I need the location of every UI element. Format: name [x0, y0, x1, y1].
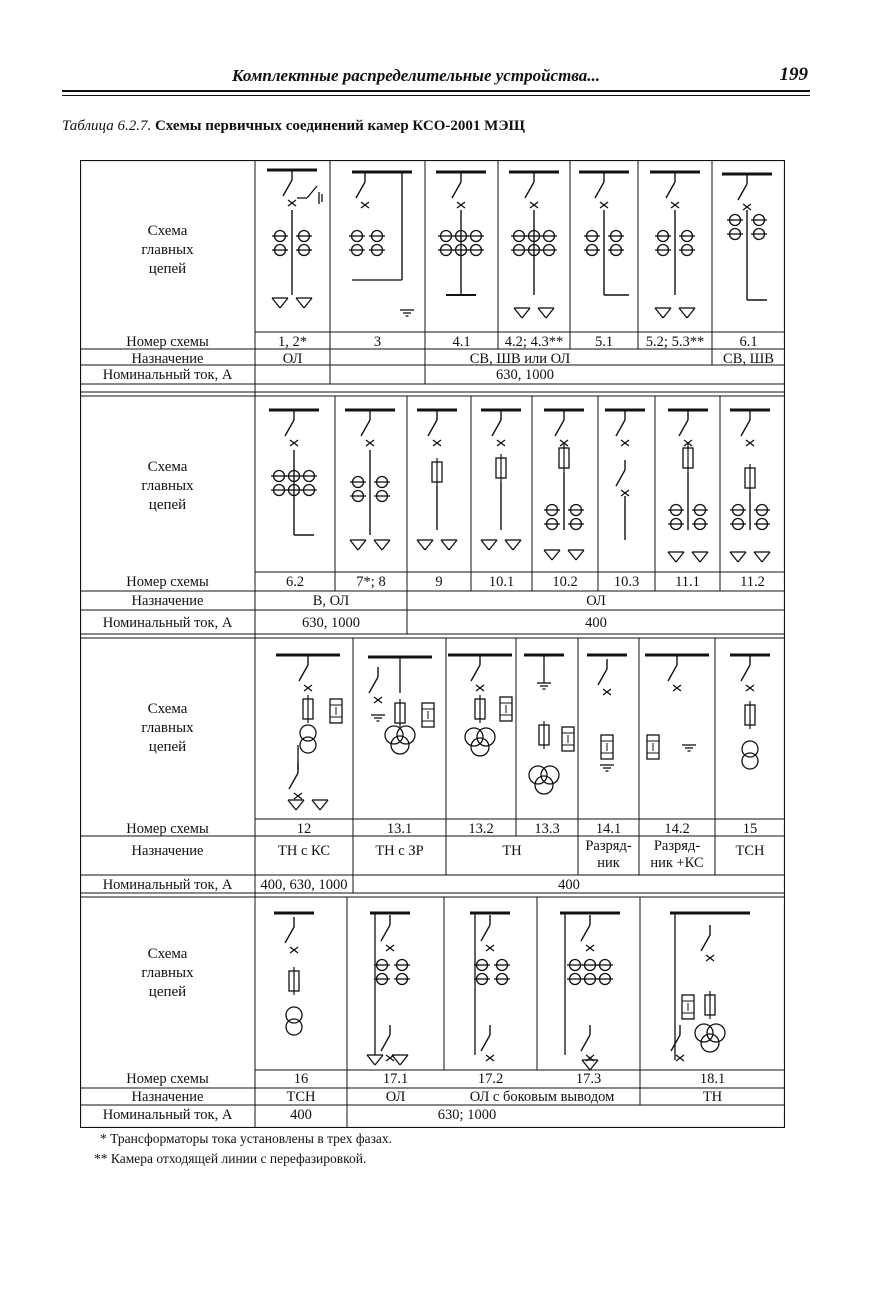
purpose-line: ник — [597, 855, 620, 871]
scheme-number: 13.1 — [386, 821, 413, 837]
purpose-row-label: Назначение — [131, 843, 204, 859]
scheme-number: 11.1 — [675, 574, 700, 590]
current-cell: 400, 630, 1000 — [260, 877, 348, 893]
scheme-number: 10.2 — [552, 574, 578, 590]
purpose-cell: ТСН — [286, 1089, 316, 1105]
scheme-number: 13.2 — [468, 821, 494, 837]
current-row-label: Номинальный ток, А — [102, 1107, 233, 1123]
purpose-row-label: Назначение — [131, 593, 204, 609]
scheme-number: 14.2 — [664, 821, 690, 837]
table-label: Таблица 6.2.7. — [62, 118, 152, 134]
scheme-number: 7*; 8 — [356, 574, 386, 590]
purpose-cell: ТН — [502, 843, 522, 859]
number-row-label: Номер схемы — [126, 1071, 209, 1087]
scheme-row-label — [80, 222, 255, 279]
table-title: Схемы первичных соединений камер КСО-2001 МЭЩ — [154, 118, 525, 134]
purpose-cell: ОЛ — [586, 593, 606, 609]
purpose-line: Разряд- — [653, 838, 701, 854]
header-rule-thin — [62, 95, 810, 96]
scheme-number: 4.1 — [452, 334, 471, 350]
purpose-cell: ТН — [702, 1089, 723, 1105]
scheme-number: 5.2; 5.3** — [645, 334, 705, 350]
schemes-table — [80, 160, 785, 1128]
footnote-2: ** Камера отходящей линии с перефазировкой. — [94, 1151, 367, 1166]
scheme-number: 13.3 — [534, 821, 560, 837]
scheme-number: 15 — [742, 821, 758, 837]
number-row-label: Номер схемы — [126, 574, 209, 590]
purpose-cell: СВ, ШВ — [723, 351, 774, 367]
purpose-cell — [578, 838, 639, 872]
current-row-label: Номинальный ток, А — [102, 367, 233, 383]
current-cell: 630; 1000 — [437, 1107, 497, 1123]
current-cell: 400 — [585, 615, 607, 631]
scheme-label-line1: Схема — [147, 459, 188, 475]
scheme-label-line2: главных — [141, 478, 194, 494]
scheme-number: 14.1 — [595, 821, 622, 837]
scheme-label-line1: Схема — [147, 946, 188, 962]
purpose-line: ник +КС — [650, 855, 704, 871]
scheme-label-line3: цепей — [148, 261, 187, 277]
scheme-label-line3: цепей — [148, 497, 187, 513]
header-title: Комплектные распределительные устройства... — [232, 66, 601, 85]
scheme-number: 6.1 — [739, 334, 758, 350]
scheme-number: 16 — [293, 1071, 309, 1087]
current-row-label: Номинальный ток, А — [102, 615, 233, 631]
scheme-label-line2: главных — [141, 965, 194, 981]
header-rule — [62, 90, 810, 92]
purpose-cell: В, ОЛ — [312, 593, 350, 609]
purpose-row-label: Назначение — [131, 351, 204, 367]
purpose-cell: ТН с КС — [278, 843, 330, 859]
current-cell: 400 — [558, 877, 580, 893]
scheme-number: 10.3 — [613, 574, 640, 590]
scheme-label-line1: Схема — [147, 701, 188, 717]
scheme-number: 3 — [373, 334, 382, 350]
scheme-number: 9 — [435, 574, 443, 590]
scheme-number: 1, 2* — [278, 334, 307, 350]
purpose-line: Разряд- — [585, 838, 632, 854]
scheme-label-line3: цепей — [148, 739, 187, 755]
scheme-number: 17.2 — [477, 1071, 504, 1087]
scheme-row-label — [80, 700, 255, 757]
scheme-number: 11.2 — [740, 574, 765, 590]
table-caption — [62, 118, 525, 135]
purpose-cell: СВ, ШВ или ОЛ — [469, 351, 571, 367]
purpose-cell — [639, 838, 715, 872]
purpose-cell: ОЛ — [282, 351, 303, 367]
scheme-label-line3: цепей — [148, 984, 187, 1000]
scheme-row-label — [80, 458, 255, 515]
scheme-number: 4.2; 4.3** — [504, 334, 564, 350]
scheme-label-line1: Схема — [147, 223, 188, 239]
purpose-cell: ТН с ЗР — [375, 843, 424, 859]
number-row-label: Номер схемы — [126, 821, 209, 837]
scheme-number: 17.1 — [382, 1071, 409, 1087]
purpose-cell: ТСН — [735, 843, 765, 859]
scheme-number: 10.1 — [488, 574, 515, 590]
purpose-cell: ОЛ — [385, 1089, 406, 1105]
scheme-label-line2: главных — [141, 242, 194, 258]
scheme-number: 6.2 — [285, 574, 305, 590]
scheme-number: 17.3 — [575, 1071, 602, 1087]
current-row-label: Номинальный ток, А — [102, 877, 233, 893]
purpose-cell: ОЛ с боковым выводом — [469, 1089, 615, 1105]
running-header — [62, 62, 810, 86]
scheme-number: 12 — [296, 821, 312, 837]
scheme-label-line2: главных — [141, 720, 194, 736]
scheme-row-label — [80, 945, 255, 1002]
scheme-number: 18.1 — [699, 1071, 726, 1087]
current-cell: 400 — [290, 1107, 312, 1123]
footnote-1: * Трансформаторы тока установлены в трех фазах. — [100, 1131, 393, 1146]
number-row-label: Номер схемы — [126, 334, 209, 350]
current-cell: 630, 1000 — [496, 367, 554, 383]
current-cell: 630, 1000 — [302, 615, 360, 631]
scheme-number: 5.1 — [594, 334, 614, 350]
purpose-row-label: Назначение — [131, 1089, 204, 1105]
page-number: 199 — [779, 64, 808, 85]
